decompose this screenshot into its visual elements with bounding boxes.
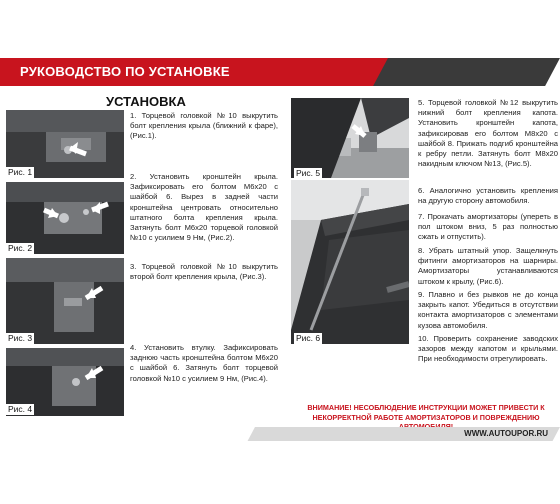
step-6: 6. Аналогично установить крепления на другую сторону автомобиля.: [418, 186, 558, 206]
photo-fig-3: [6, 258, 124, 344]
footer-bar: [255, 427, 560, 441]
step-3: 3. Торцевой головкой №10 выкрутить второй болт крепления крыла, (Рис.3).: [130, 262, 278, 282]
banner-dark-band: [373, 58, 560, 86]
footer-url[interactable]: WWW.AUTOUPOR.RU: [464, 429, 548, 438]
banner-title: РУКОВОДСТВО ПО УСТАНОВКЕ: [20, 64, 230, 79]
photo-fig-5: [291, 98, 409, 178]
section-title: УСТАНОВКА: [106, 94, 186, 109]
figure-label-2: Рис. 2: [8, 243, 33, 253]
step-4: 4. Установить втулку. Зафиксировать заднюю часть кронштейна болтом М6х20 с шайбой 6. Затянуть болт торцевой головкой №10 с усилием 9 Нм, (Рис.4).: [130, 343, 278, 383]
photo-fig-6: [291, 180, 409, 344]
warning-line-1: ВНИМАНИЕ! НЕСОБЛЮДЕНИЕ ИНСТРУКЦИИ МОЖЕТ ПРИВЕСТИ К: [307, 403, 545, 412]
figure-label-1: Рис. 1: [8, 167, 33, 177]
figure-label-3: Рис. 3: [8, 333, 33, 343]
step-2: 2. Установить кронштейн крыла. Зафиксировать его болтом М6х20 с шайбой 6. Вырез в задней части кронштейна центровать относительно штатного болта крепления крыла. Затянуть болт М6х20 торцевой головкой №10 с усилием 9 Нм, (Рис.2).: [130, 172, 278, 243]
header-banner: [0, 58, 560, 86]
step-8: 8. Убрать штатный упор. Защелкнуть фитинги амортизаторов на шарниры. Амортизаторы устанавливаются штоком к крылу, (Рис.6).: [418, 246, 558, 286]
figure-label-4: Рис. 4: [8, 404, 33, 414]
figure-label-5: Рис. 5: [296, 168, 321, 178]
warning-line-2: НЕКОРРЕКТНОЙ РАБОТЕ АМОРТИЗАТОРОВ И ПОВРЕЖДЕНИЮ: [312, 412, 540, 422]
figure-label-6: Рис. 6: [296, 333, 321, 343]
step-5: 5. Торцевой головкой №12 выкрутить нижний болт крепления капота. Установить кронштейн капота, зафиксировав его болтом М8х20 с шайбой 8. Прижать подгиб кронштейна к ребру петли. Затянуть болт М8х20 накидным ключом №13, (Рис.5).: [418, 98, 558, 169]
step-9: 9. Плавно и без рывков не до конца закрыть капот. Убедиться в отсутствии контакта амортизаторов с элементами кузова автомобиля.: [418, 290, 558, 330]
step-7: 7. Прокачать амортизаторы (упереть в пол штоком вниз, 5 раз полностью сжать и отпустить).: [418, 212, 558, 242]
step-10: 10. Проверить сохранение заводских зазоров между капотом и крыльями. При необходимости отрегулировать.: [418, 334, 558, 364]
step-1: 1. Торцевой головкой №10 выкрутить болт крепления крыла (ближний к фаре), (Рис.1).: [130, 111, 278, 141]
